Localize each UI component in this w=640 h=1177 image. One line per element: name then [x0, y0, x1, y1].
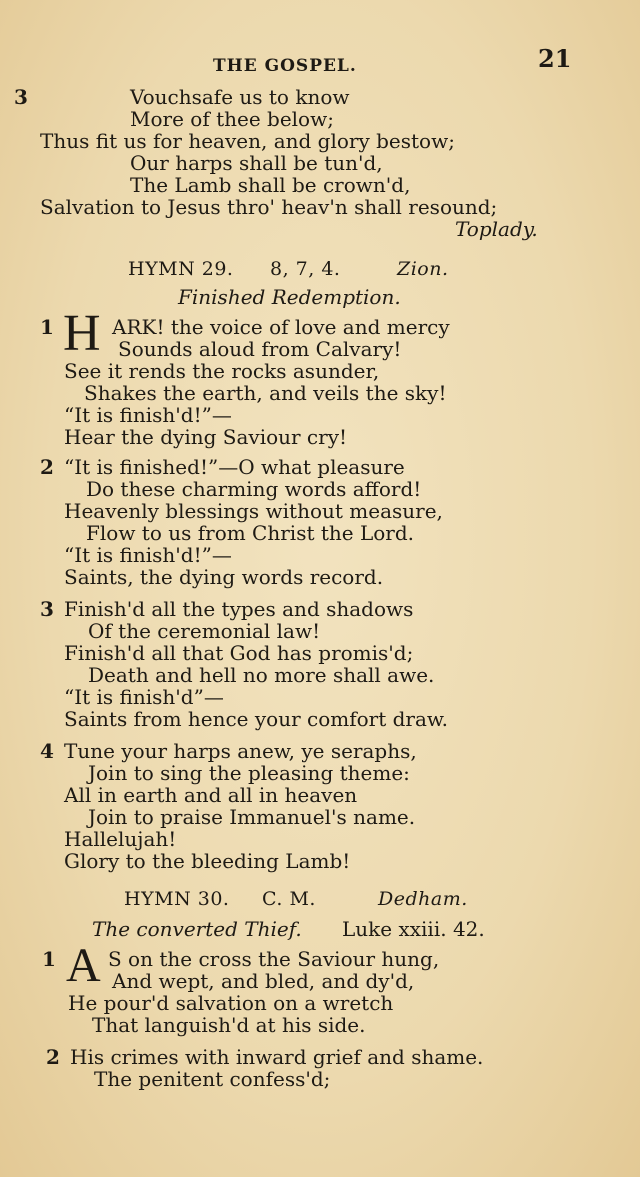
verse-line: ARK! the voice of love and mercy	[112, 315, 450, 339]
page-number: 21	[538, 44, 572, 73]
hymn-author: Toplady.	[455, 217, 538, 241]
verse-line: Join to praise Immanuel's name.	[88, 805, 416, 829]
verse-line: The Lamb shall be crown'd,	[130, 173, 411, 197]
stanza-number: 2	[40, 455, 54, 479]
drop-cap: H	[63, 305, 101, 362]
verse-line: Flow to us from Christ the Lord.	[86, 521, 415, 545]
verse-line: That languish'd at his side.	[92, 1013, 366, 1037]
verse-line: Finish'd all that God has promis'd;	[64, 641, 414, 665]
verse-line: Shakes the earth, and veils the sky!	[84, 381, 447, 405]
verse-line: “It is finished!”—O what pleasure	[64, 455, 405, 479]
verse-line: Vouchsafe us to know	[130, 85, 350, 109]
verse-line: “It is finish'd”—	[64, 685, 224, 709]
verse-line: Saints from hence your comfort draw.	[64, 707, 449, 731]
hymn-tune: Dedham.	[378, 888, 468, 910]
verse-line: Thus fit us for heaven, and glory bestow;	[40, 129, 455, 153]
hymn-heading: HYMN 30.	[124, 888, 230, 910]
verse-line: Finish'd all the types and shadows	[64, 597, 414, 621]
hymn-tune: Zion.	[397, 258, 449, 280]
verse-line: S on the cross the Saviour hung,	[108, 947, 440, 971]
verse-line: Death and hell no more shall awe.	[88, 663, 435, 687]
stanza-number: 1	[42, 947, 56, 971]
verse-line: Saints, the dying words record.	[64, 565, 384, 589]
scripture-reference: Luke xxiii. 42.	[342, 917, 485, 941]
verse-line: “It is finish'd!”—	[64, 403, 232, 427]
verse-line: And wept, and bled, and dy'd,	[112, 969, 415, 993]
hymn-heading: HYMN 29.	[128, 258, 234, 280]
stanza-number: 1	[40, 315, 54, 339]
verse-line: Glory to the bleeding Lamb!	[64, 849, 351, 873]
hymn-subtitle: The converted Thief.	[92, 917, 302, 941]
verse-line: Our harps shall be tun'd,	[130, 151, 383, 175]
verse-line: “It is finish'd!”—	[64, 543, 232, 567]
verse-line: Sounds aloud from Calvary!	[118, 337, 402, 361]
hymn-meter: C. M.	[262, 888, 316, 910]
verse-line: Hallelujah!	[64, 827, 177, 851]
verse-line: More of thee below;	[130, 107, 334, 131]
verse-line: His crimes with inward grief and shame.	[70, 1045, 484, 1069]
stanza-number: 3	[14, 85, 28, 109]
verse-line: Heavenly blessings without measure,	[64, 499, 443, 523]
drop-cap: A	[66, 939, 101, 992]
verse-line: Tune your harps anew, ye seraphs,	[64, 739, 417, 763]
verse-line: Salvation to Jesus thro' heav'n shall resound;	[40, 195, 498, 219]
stanza-number: 2	[46, 1045, 60, 1069]
verse-line: The penitent confess'd;	[94, 1067, 331, 1091]
verse-line: Join to sing the pleasing theme:	[88, 761, 410, 785]
running-header: THE GOSPEL.	[213, 56, 357, 76]
hymn-meter: 8, 7, 4.	[270, 258, 341, 280]
hymn-subtitle: Finished Redemption.	[178, 285, 401, 309]
verse-line: Of the ceremonial law!	[88, 619, 321, 643]
verse-line: He pour'd salvation on a wretch	[68, 991, 394, 1015]
verse-line: All in earth and all in heaven	[64, 783, 358, 807]
stanza-number: 3	[40, 597, 54, 621]
verse-line: See it rends the rocks asunder,	[64, 359, 380, 383]
stanza-number: 4	[40, 739, 54, 763]
verse-line: Hear the dying Saviour cry!	[64, 425, 348, 449]
verse-line: Do these charming words afford!	[86, 477, 422, 501]
